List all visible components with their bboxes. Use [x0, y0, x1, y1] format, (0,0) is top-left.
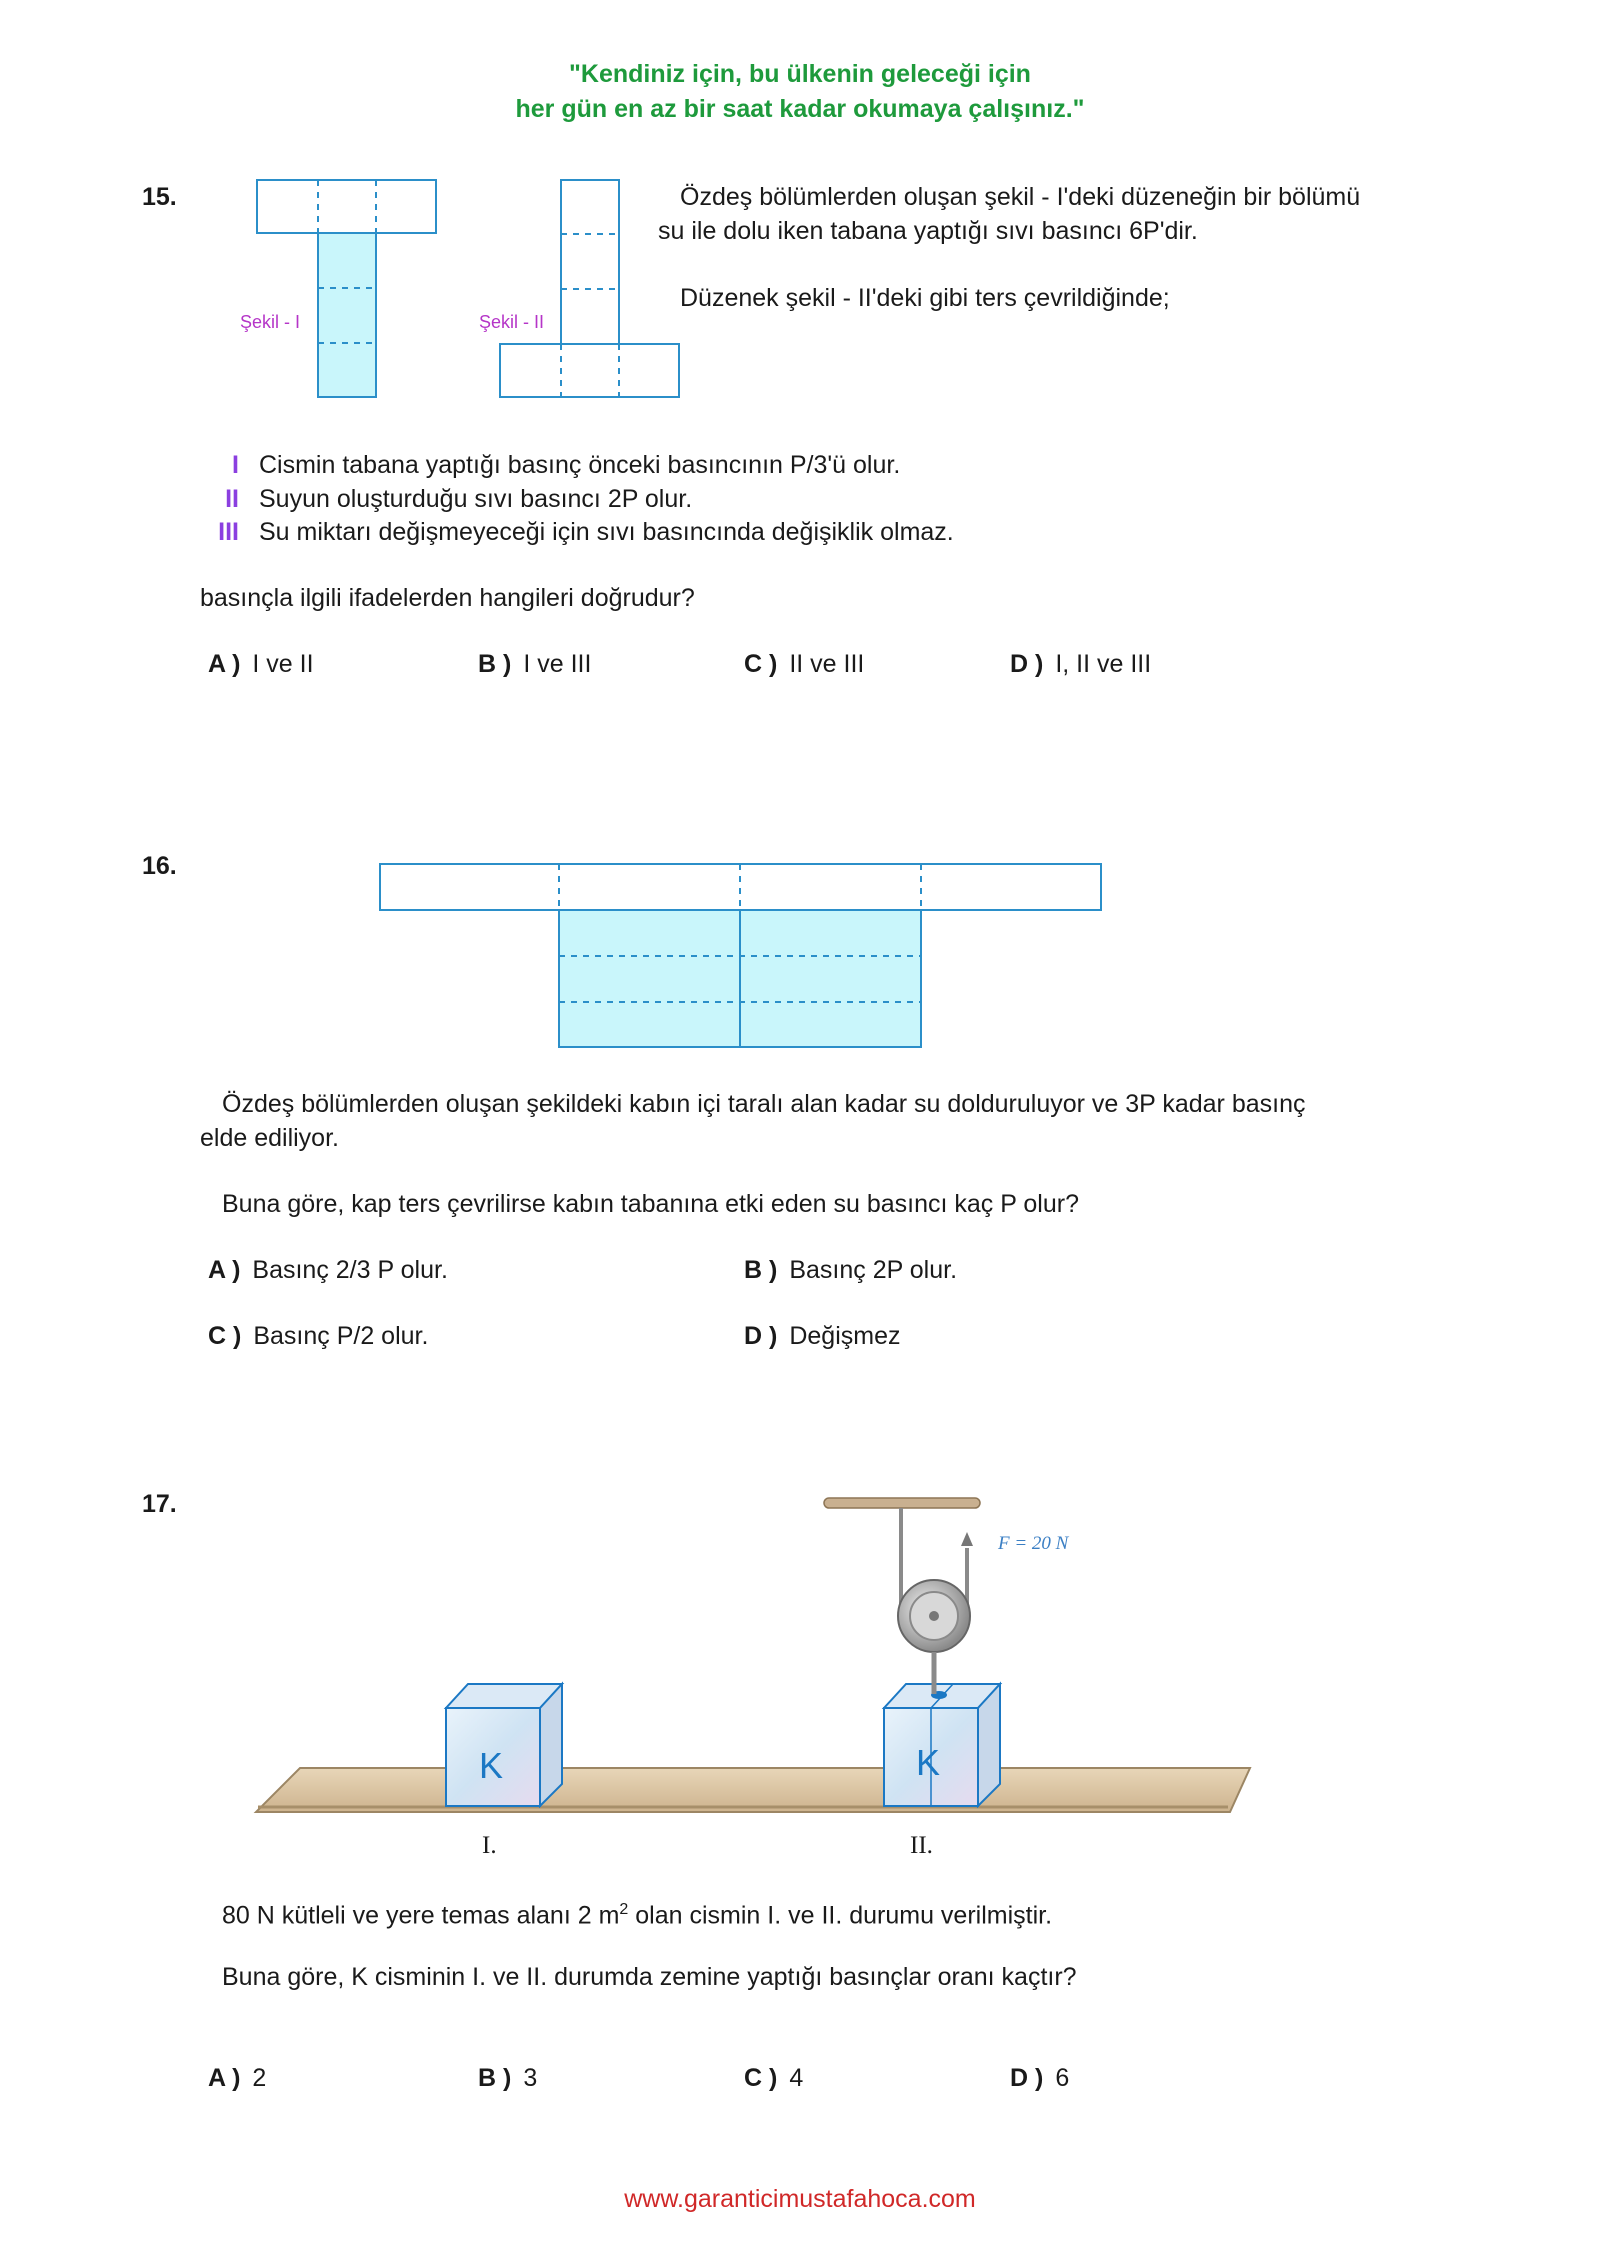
- option-text: 2: [252, 2064, 267, 2092]
- question-15-text-3: Düzenek şekil - II'deki gibi ters çevrildiğinde;: [680, 284, 1170, 312]
- question-17-text-post: olan cismin I. ve II. durumu verilmiştir.: [628, 1901, 1053, 1930]
- block-label-1: K: [479, 1745, 504, 1786]
- option-text: 3: [523, 2064, 538, 2092]
- option-letter: C ): [744, 2064, 778, 2092]
- option-17-c[interactable]: [744, 2064, 803, 2093]
- statement-text: Suyun oluşturduğu sıvı basıncı 2P olur.: [259, 485, 693, 513]
- statement-i: [205, 448, 900, 482]
- option-15-b[interactable]: [478, 650, 591, 679]
- question-15-text-1: Özdeş bölümlerden oluşan şekil - I'deki düzeneğin bir bölümü: [680, 183, 1361, 211]
- option-16-d[interactable]: [744, 1322, 900, 1351]
- question-17-text-sup: 2: [619, 1901, 629, 1918]
- option-15-d[interactable]: [1010, 650, 1151, 679]
- statement-roman: III: [218, 518, 239, 546]
- option-letter: A ): [208, 2064, 241, 2092]
- statement-iii: [205, 515, 954, 549]
- question-17-prompt: Buna göre, K cisminin I. ve II. durumda zemine yaptığı basınçlar oranı kaçtır?: [222, 1963, 1077, 1991]
- option-letter: C ): [744, 650, 778, 678]
- option-text: I ve II: [252, 650, 314, 678]
- option-16-c[interactable]: [208, 1322, 428, 1351]
- option-15-c[interactable]: [744, 650, 864, 679]
- statement-roman: II: [225, 485, 239, 513]
- motto-line-2: her gün en az bir saat kadar okumaya çalışınız.": [515, 95, 1085, 123]
- question-16-prompt: Buna göre, kap ters çevrilirse kabın tabanına etki eden su basıncı kaç P olur?: [222, 1190, 1079, 1218]
- question-15-prompt: basınçla ilgili ifadelerden hangileri doğrudur?: [200, 584, 695, 612]
- option-text: Basınç 2/3 P olur.: [252, 1256, 448, 1284]
- footer-url[interactable]: www.garanticimustafahoca.com: [624, 2185, 976, 2213]
- option-17-a[interactable]: [208, 2064, 266, 2093]
- option-17-d[interactable]: [1010, 2064, 1069, 2093]
- option-text: I, II ve III: [1055, 650, 1152, 678]
- figure-15-shekil-2: [498, 178, 683, 400]
- question-17-text-pre: 80 N kütleli ve yere temas alanı 2 m: [222, 1901, 620, 1930]
- option-letter: D ): [744, 1322, 778, 1350]
- question-15-number: 15.: [142, 183, 177, 211]
- option-16-a[interactable]: [208, 1256, 448, 1285]
- option-letter: D ): [1010, 650, 1044, 678]
- figure-15-label-2: Şekil - II: [479, 312, 545, 332]
- question-15-text-2: su ile dolu iken tabana yaptığı sıvı basıncı 6P'dir.: [658, 217, 1198, 245]
- figure-17-pulley-setup: [250, 1488, 1260, 1868]
- option-text: 6: [1055, 2064, 1070, 2092]
- statement-ii: [205, 482, 692, 516]
- option-letter: A ): [208, 1256, 241, 1284]
- block-label-2: K: [916, 1742, 941, 1783]
- question-17-number: 17.: [142, 1490, 177, 1518]
- option-17-b[interactable]: [478, 2064, 537, 2093]
- motto-line-1: "Kendiniz için, bu ülkenin geleceği için: [569, 60, 1031, 88]
- option-15-a[interactable]: [208, 650, 314, 679]
- case-label-2: II.: [910, 1832, 933, 1859]
- question-16-text-1: Özdeş bölümlerden oluşan şekildeki kabın içi taralı alan kadar su dolduruluyor ve 3P kadar basınç: [222, 1090, 1306, 1118]
- option-letter: B ): [478, 2064, 512, 2092]
- option-letter: B ): [744, 1256, 778, 1284]
- block-k-case-1: [446, 1684, 562, 1806]
- case-label-1: I.: [482, 1832, 497, 1859]
- option-letter: C ): [208, 1322, 242, 1350]
- statement-text: Su miktarı değişmeyeceği için sıvı basıncında değişiklik olmaz.: [259, 518, 954, 546]
- figure-16-container: [378, 862, 1104, 1052]
- figure-15-label-1: Şekil - I: [240, 312, 301, 332]
- option-letter: A ): [208, 650, 241, 678]
- figure-15-shekil-1: [255, 178, 440, 400]
- option-text: Değişmez: [789, 1322, 901, 1350]
- option-text: 4: [789, 2064, 804, 2092]
- force-label: F = 20 N: [998, 1533, 1069, 1554]
- option-16-b[interactable]: [744, 1256, 957, 1285]
- question-16-number: 16.: [142, 852, 177, 880]
- option-text: I ve III: [523, 650, 592, 678]
- option-text: Basınç 2P olur.: [789, 1256, 958, 1284]
- option-letter: B ): [478, 650, 512, 678]
- question-17-text: [222, 1893, 1052, 1932]
- statement-roman: I: [232, 451, 239, 479]
- statement-text: Cismin tabana yaptığı basınç önceki basıncının P/3'ü olur.: [259, 451, 901, 479]
- option-text: II ve III: [789, 650, 865, 678]
- option-text: Basınç P/2 olur.: [253, 1322, 429, 1350]
- question-16-text-2: elde ediliyor.: [200, 1124, 339, 1152]
- block-k-case-2: [884, 1684, 1000, 1806]
- option-letter: D ): [1010, 2064, 1044, 2092]
